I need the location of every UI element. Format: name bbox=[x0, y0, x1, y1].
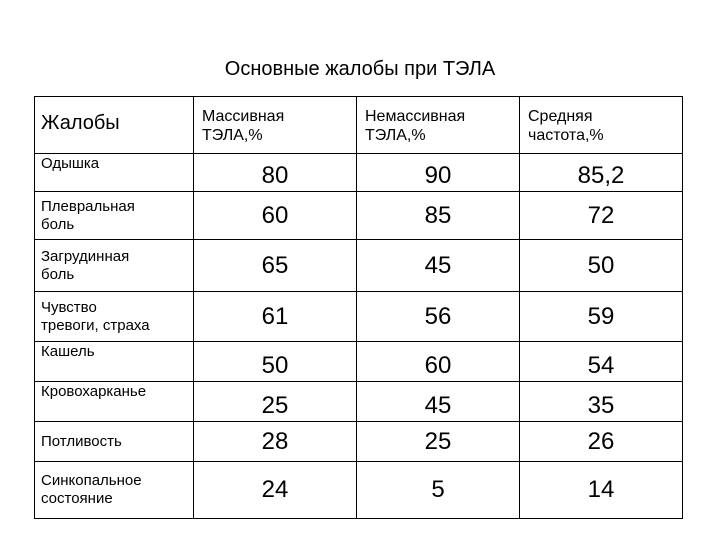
table-row bbox=[35, 292, 683, 342]
value-cell: 45 bbox=[357, 382, 520, 422]
row-label-line: Чувство bbox=[41, 298, 97, 316]
header-line: Массивная bbox=[202, 108, 285, 125]
value-cell: 25 bbox=[194, 382, 357, 422]
row-label-line: боль bbox=[41, 215, 75, 233]
value-cell: 65 bbox=[194, 240, 357, 292]
row-label bbox=[35, 382, 194, 422]
value-cell: 24 bbox=[194, 462, 357, 519]
row-label-line: тревоги, страха bbox=[41, 316, 150, 334]
row-label bbox=[35, 342, 194, 382]
row-label-line: Потливость bbox=[41, 432, 122, 450]
row-label bbox=[35, 462, 194, 519]
header-line: Средняя bbox=[528, 108, 593, 125]
value-cell: 50 bbox=[520, 240, 683, 292]
page-title: Основные жалобы при ТЭЛА bbox=[224, 58, 496, 80]
value-cell: 45 bbox=[357, 240, 520, 292]
table-row bbox=[35, 154, 683, 192]
row-label bbox=[35, 292, 194, 342]
header-line: Жалобы bbox=[41, 112, 120, 134]
table-row bbox=[35, 342, 683, 382]
header-cell-massive bbox=[194, 97, 357, 154]
row-label-line: Кашель bbox=[41, 343, 95, 360]
header-line: Немассивная bbox=[365, 108, 466, 125]
value-cell: 5 bbox=[357, 462, 520, 519]
header-line: частота,% bbox=[528, 127, 604, 144]
value-cell: 28 bbox=[194, 422, 357, 462]
row-label-line: Одышка bbox=[41, 155, 100, 172]
value-cell: 60 bbox=[194, 192, 357, 240]
value-cell: 59 bbox=[520, 292, 683, 342]
value-cell: 50 bbox=[194, 342, 357, 382]
row-label bbox=[35, 154, 194, 192]
row-label-line: Синкопальное bbox=[41, 472, 142, 489]
header-cell-complaints bbox=[35, 97, 194, 154]
value-cell: 85 bbox=[357, 192, 520, 240]
value-cell: 60 bbox=[357, 342, 520, 382]
row-label bbox=[35, 422, 194, 462]
table-row bbox=[35, 462, 683, 519]
row-label-line: Плевральная bbox=[41, 197, 135, 215]
table-row bbox=[35, 192, 683, 240]
value-cell: 56 bbox=[357, 292, 520, 342]
row-label-line: состояние bbox=[41, 490, 113, 507]
table-row bbox=[35, 382, 683, 422]
row-label bbox=[35, 240, 194, 292]
value-cell: 54 bbox=[520, 342, 683, 382]
value-cell: 61 bbox=[194, 292, 357, 342]
header-cell-average bbox=[520, 97, 683, 154]
row-label bbox=[35, 192, 194, 240]
header-line: ТЭЛА,% bbox=[365, 127, 426, 144]
value-cell: 26 bbox=[520, 422, 683, 462]
header-cell-nonmassive bbox=[357, 97, 520, 154]
value-cell: 90 bbox=[357, 154, 520, 192]
value-cell: 80 bbox=[194, 154, 357, 192]
value-cell: 35 bbox=[520, 382, 683, 422]
row-label-line: Кровохарканье bbox=[41, 383, 147, 400]
value-cell: 85,2 bbox=[520, 154, 683, 192]
row-label-line: боль bbox=[41, 265, 75, 283]
value-cell: 72 bbox=[520, 192, 683, 240]
header-line: ТЭЛА,% bbox=[202, 127, 263, 144]
table-row bbox=[35, 240, 683, 292]
value-cell: 25 bbox=[357, 422, 520, 462]
complaints-table bbox=[34, 96, 683, 519]
table-row bbox=[35, 422, 683, 462]
row-label-line: Загрудинная bbox=[41, 247, 130, 265]
table-header-row bbox=[35, 97, 683, 154]
value-cell: 14 bbox=[520, 462, 683, 519]
